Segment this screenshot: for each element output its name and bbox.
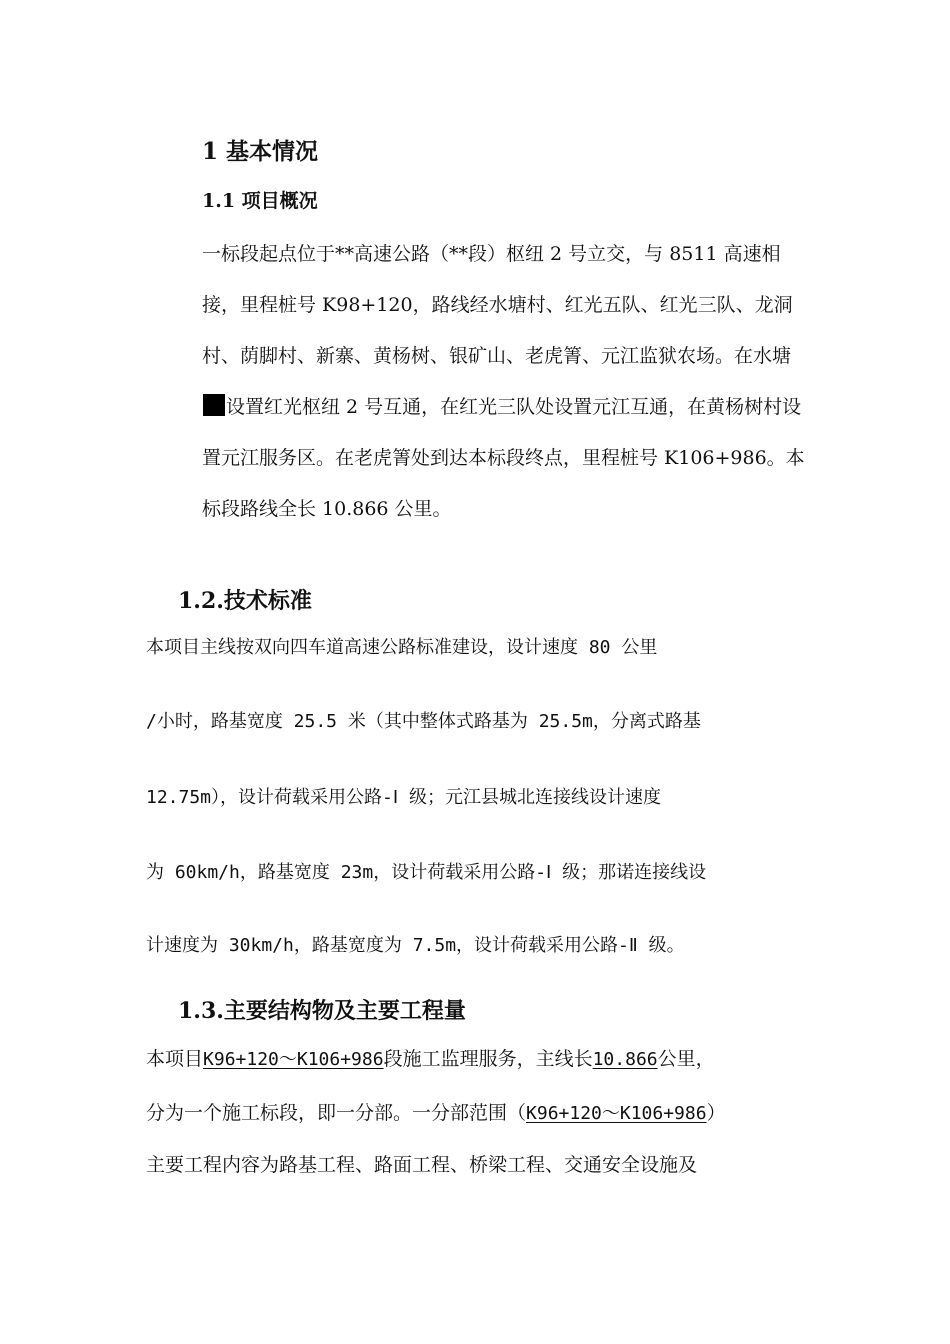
range-underlined-1: K96+120～K106+986 — [203, 1049, 384, 1070]
section-1-3-title: 1.3.主要结构物及主要工程量 — [178, 998, 466, 1024]
structures-line-2-text-b: ） — [706, 1102, 726, 1124]
range-underlined-2: K96+120～K106+986 — [526, 1103, 707, 1124]
overview-text-b: 设置红光枢纽 2 号互通，在红光三队处设置元江互通，在黄杨树村设置元江服务区。在老虎箐处到达本标段终点，里程桩号 K106+986。本标段路线全长 10.866 公里。 — [202, 396, 805, 520]
length-underlined: 10.866 — [592, 1049, 658, 1070]
tech-standard-line-3: 12.75m），设计荷载采用公路-Ⅰ 级；元江县城北连接线设计速度 — [146, 787, 662, 808]
tech-standard-line-2: /小时，路基宽度 25.5 米（其中整体式路基为 25.5m，分离式路基 — [146, 711, 701, 732]
redaction-block — [203, 394, 225, 416]
section-1-1-title: 1.1 项目概况 — [202, 190, 318, 212]
tech-standard-line-4: 为 60km/h，路基宽度 23m，设计荷载采用公路-Ⅰ 级；那诺连接线设 — [146, 862, 707, 883]
structures-line-2 — [146, 1096, 818, 1131]
project-overview-paragraph — [202, 229, 814, 535]
structures-line-3: 主要工程内容为路基工程、路面工程、桥梁工程、交通安全设施及 — [146, 1154, 698, 1176]
tech-standard-line-1: 本项目主线按双向四车道高速公路标准建设，设计速度 80 公里 — [146, 637, 658, 658]
section-1-title: 1 基本情况 — [202, 138, 319, 165]
structures-line-1-text-c: 公里， — [657, 1048, 715, 1070]
structures-line-2-text-a: 分为一个施工标段，即一分部。一分部范围（ — [146, 1102, 527, 1124]
overview-text-a: 一标段起点位于**高速公路（**段）枢纽 2 号立交，与 8511 高速相接，里程桩号 K98+120，路线经水塘村、红光五队、红光三队、龙洞村、荫脚村、新寨、黄杨树、银矿山、老虎箐、元江监狱农场。在水塘 — [202, 243, 793, 367]
structures-line-1-text-a: 本项目 — [146, 1048, 204, 1070]
structures-line-1 — [146, 1042, 818, 1077]
tech-standard-line-5: 计速度为 30km/h，路基宽度为 7.5m，设计荷载采用公路-Ⅱ 级。 — [146, 935, 685, 956]
section-1-2-title: 1.2.技术标准 — [178, 588, 312, 614]
structures-line-1-text-b: 段施工监理服务，主线长 — [383, 1048, 593, 1070]
